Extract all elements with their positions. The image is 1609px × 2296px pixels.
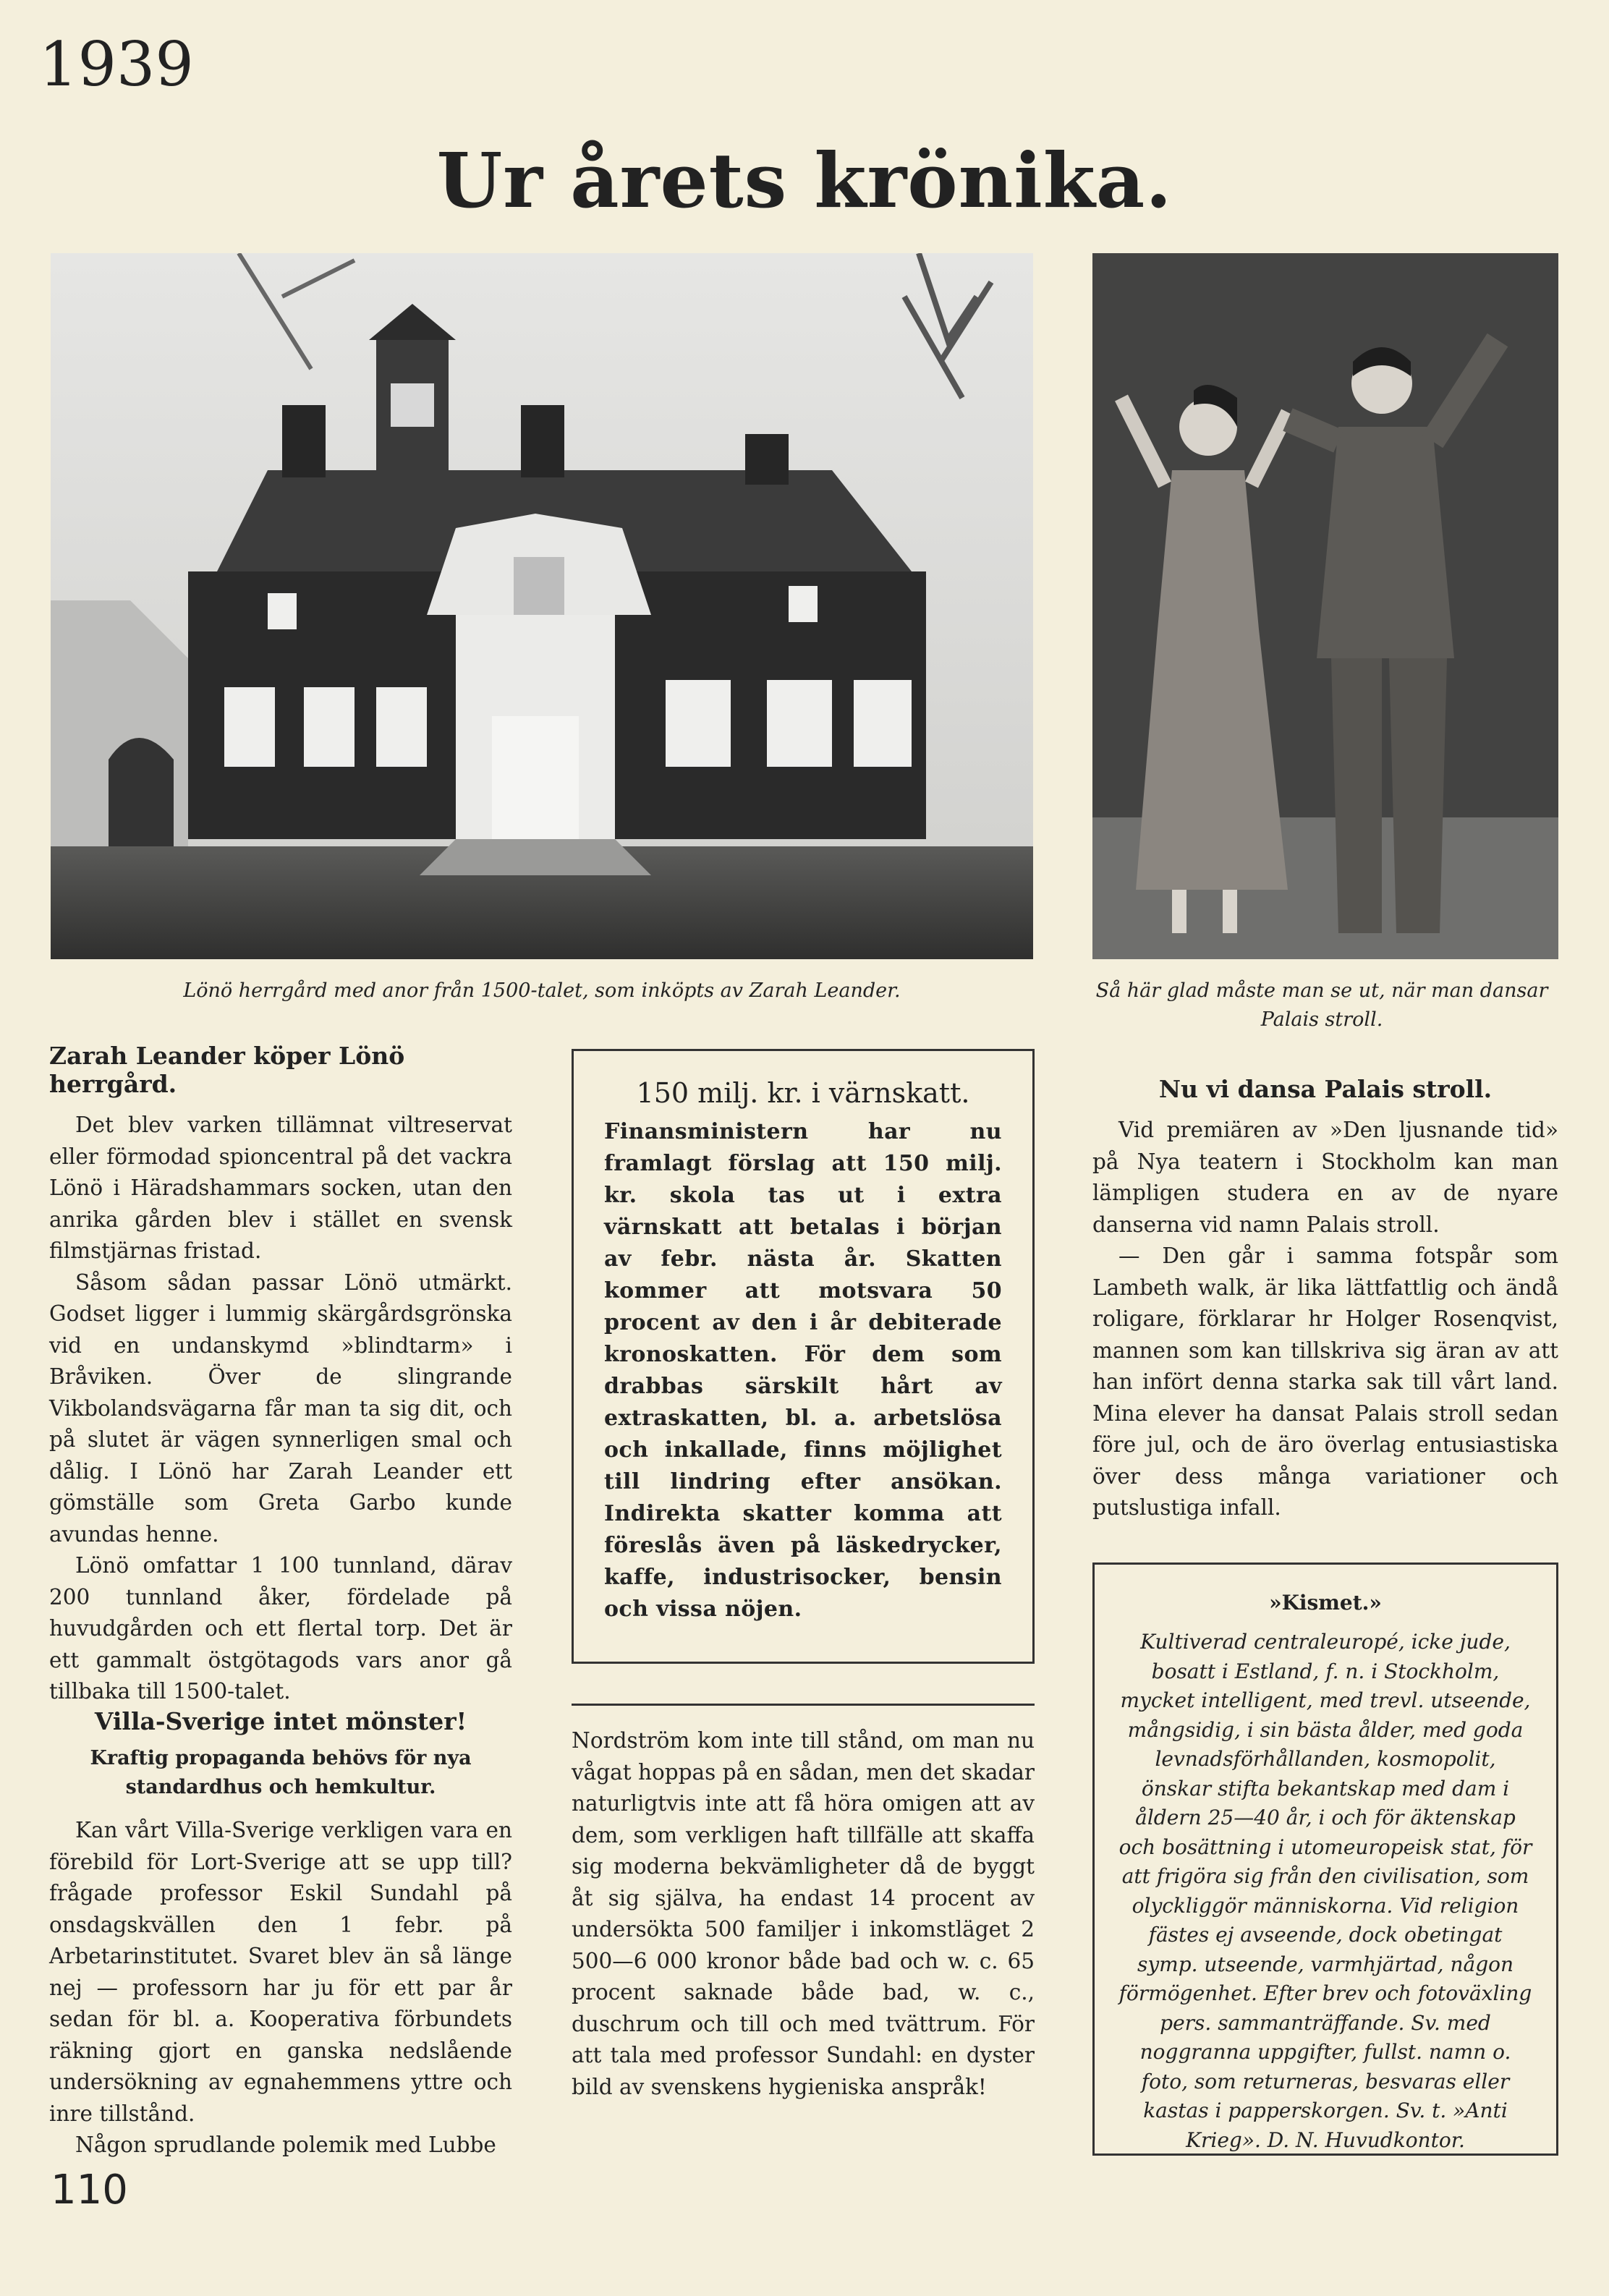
villa-continued-text: Nordström kom inte till stånd, om man nu vågat hoppas på en sådan, men det skadar naturligtvis inte att få höra omigen att av dem, som verkligen haft tillfälle att skaffa sig moderna bekvämligheter då de byggt åt sig själva, ha endast 14 procent av undersökta 500 familjer i inkomstläget 2 500—6 000 kronor både bad och w. c. 65 procent saknade både bad, w. c., duschrum och till och med tvättrum. För att tala med professor Sundahl: en dyster bild av svenskens hygieniska anspråk! [572, 1728, 1035, 2099]
manor-photo-caption: Lönö herrgård med anor från 1500-talet, som inköpts av Zarah Leander. [183, 979, 901, 1002]
lono-paragraph: Lönö omfattar 1 100 tunnland, därav 200 tunnland åker, fördelade på huvudgården och ett flertal torp. Det är ett gammalt östgötagods vars anor gå tillbaka till 1500-talet. [49, 1553, 512, 1704]
villa-subheadline: Kraftig propaganda behövs för nya standardhus och hemkultur. [90, 1747, 472, 1798]
lono-paragraph: Det blev varken tillämnat viltreservat eller förmodad spioncentral på det vackra Lönö i Häradshammars socken, utan den anrika gården blev i stället en svensk filmstjärnas fristad. [49, 1113, 512, 1263]
dance-photo [1092, 253, 1558, 959]
page-number: 110 [51, 2167, 128, 2214]
dance-paragraph: — Den går i samma fotspår som Lambeth walk, är lika lättfattlig och ändå roligare, förklarar hr Holger Rosenqvist, mannen som kan tillskriva sig äran av att han infört denna starka sak till vårt land. Mina elever ha dansat Palais stroll sedan före jul, och de äro överlag entusiastiska över dess många variationer och putslustiga infall. [1092, 1243, 1558, 1520]
kismet-ad-box [1092, 1562, 1558, 2156]
dance-headline: Nu vi dansa Palais stroll. [1158, 1075, 1493, 1103]
villa-paragraph: Någon sprudlande polemik med Lubbe [75, 2133, 496, 2157]
lono-paragraph: Såsom sådan passar Lönö utmärkt. Godset ligger i lummig skärgårdsgrönska vid en undanskymd »blindtarm» i Bråviken. Över de slingrande Vikbolandsvägarna får man ta sig dit, och på slutet är vägen synnerligen smal och dålig. I Lönö har Zarah Leander ett gömställe som Greta Garbo kunde avundas henne. [49, 1270, 512, 1547]
lono-headline: Zarah Leander köper Lönö herrgård. [49, 1042, 405, 1098]
article-dance [1092, 1075, 1558, 1524]
page-headline: Ur årets krönika. [436, 136, 1173, 225]
article-villa [49, 1707, 512, 2161]
kismet-title: »Kismet.» [1269, 1591, 1382, 1615]
tax-news-box [572, 1049, 1035, 1664]
tax-headline: 150 milj. kr. i värnskatt. [636, 1077, 970, 1109]
year-label: 1939 [39, 29, 194, 100]
article-lono [49, 1042, 512, 1708]
dance-paragraph: Vid premiären av »Den ljusnande tid» på Nya teatern i Stockholm kan man lämpligen studera en av de nyare danserna vid namn Palais stroll. [1092, 1118, 1558, 1237]
kismet-body: Kultiverad centraleuropé, icke jude, bosatt i Estland, f. n. i Stockholm, mycket intelligent, med trevl. utseende, mångsidig, i sin bästa ålder, med goda levnadsförhållanden, kosmopolit, önskar stifta bekantskap med dam i åldern 25—40 år, i och för äktenskap och bosättning i utomeuropeisk stat, för att frigöra sig från den civilisation, som olyckliggör människorna. Vid religion fästes ej avseende, dock obetingat symp. utseende, varmhjärtad, någon förmögenhet. Efter brev och fotoväxling pers. sammanträffande. Sv. med noggranna uppgifter, fullst. namn o. foto, som returneras, besvaras eller kastas i papperskorgen. Sv. t. »Anti Krieg». D. N. Huvudkontor. [1118, 1630, 1532, 2152]
villa-paragraph: Kan vårt Villa-Sverige verkligen vara en förebild för Lort-Sverige att se upp till? frågade professor Eskil Sundahl på onsdagskvällen den 1 febr. på Arbetarinstitutet. Svaret blev än så länge nej — professorn har ju för ett par år sedan för bl. a. Kooperativa förbundets räkning gjort en ganska nedslående undersökning av egnahemmens yttre och inre tillstånd. [49, 1818, 512, 2126]
dance-photo-caption: Så här glad måste man se ut, när man dansar Palais stroll. [1095, 979, 1548, 1031]
manor-photo [51, 253, 1033, 959]
column-divider [572, 1704, 1035, 1706]
villa-headline: Villa-Sverige intet mönster! [94, 1707, 467, 1735]
tax-body: Finansministern har nu framlagt förslag att 150 milj. kr. skola tas ut i extra värnskatt att betalas i början av febr. nästa år. Skatten kommer att motsvara 50 procent av den i år debiterade kronoskatten. För dem som drabbas särskilt hårt av extraskatten, bl. a. arbetslösa och inkallade, finns möjlighet till lindring efter ansökan. Indirekta skatter komma att föreslås även på läskedrycker, kaffe, industrisocker, bensin och vissa nöjen. [604, 1119, 1002, 1622]
article-villa-continued [572, 1725, 1035, 2103]
